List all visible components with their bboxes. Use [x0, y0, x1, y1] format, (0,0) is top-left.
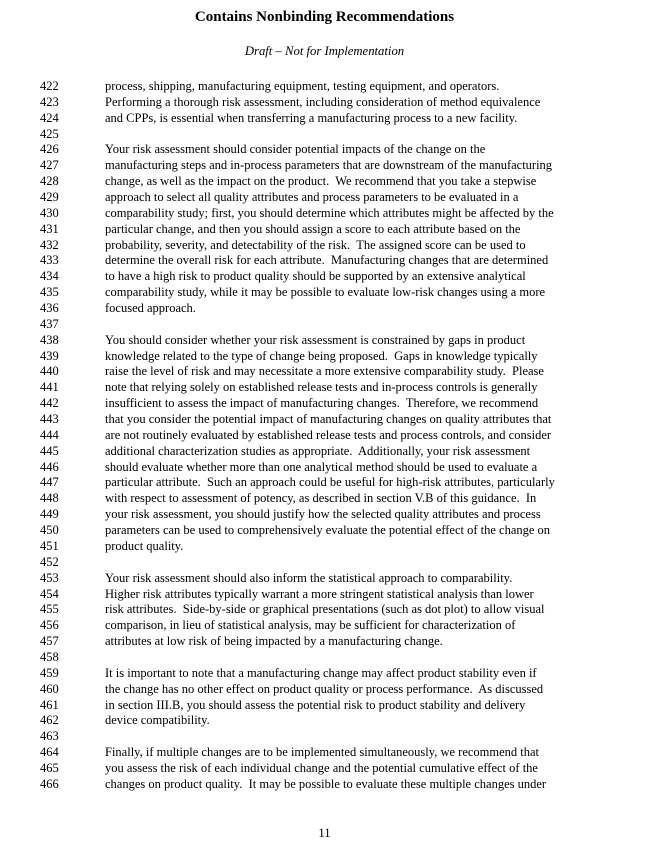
line-number: 461	[40, 697, 59, 712]
document-line	[0, 698, 649, 714]
line-text: It is important to note that a manufacturing change may affect product stability even if	[105, 665, 537, 680]
document-line	[0, 269, 649, 285]
line-number: 426	[40, 142, 59, 157]
document-line	[0, 571, 649, 587]
line-text: in section III.B, you should assess the potential risk to product stability and delivery	[105, 697, 526, 712]
line-text: process, shipping, manufacturing equipment, testing equipment, and operators.	[105, 79, 500, 93]
document-line	[0, 761, 649, 777]
page-header-title: Contains Nonbinding Recommendations	[194, 9, 455, 25]
document-line	[0, 475, 649, 491]
document-line	[0, 142, 649, 158]
document-line	[0, 190, 649, 206]
document-line	[0, 127, 649, 143]
document-line	[0, 555, 649, 571]
line-number: 438	[40, 332, 59, 347]
line-text: determine the overall risk for each attribute. Manufacturing changes that are determined	[105, 253, 549, 268]
document-line	[0, 428, 649, 444]
line-number: 443	[40, 412, 59, 427]
line-number: 455	[40, 602, 59, 617]
line-number: 431	[40, 221, 59, 236]
line-number: 434	[40, 269, 59, 284]
line-number: 453	[40, 570, 59, 585]
line-text: and CPPs, is essential when transferring a manufacturing process to a new facility.	[105, 110, 518, 125]
line-text: with respect to assessment of potency, as described in section V.B of this guidance. In	[105, 491, 537, 506]
line-number: 454	[40, 586, 59, 601]
document-line	[0, 222, 649, 238]
line-number: 440	[40, 364, 59, 379]
line-text: you assess the risk of each individual change and the potential cumulative effect of the	[105, 760, 538, 775]
document-line	[0, 301, 649, 317]
document-line	[0, 333, 649, 349]
document-line	[0, 206, 649, 222]
line-text: Your risk assessment should also inform the statistical approach to comparability.	[105, 570, 513, 585]
document-line	[0, 317, 649, 333]
document-line	[0, 602, 649, 618]
line-number: 450	[40, 523, 59, 538]
line-number: 437	[40, 316, 59, 331]
line-text: are not routinely evaluated by established release tests and process controls, and consider	[105, 427, 552, 442]
line-text: raise the level of risk and may necessitate a more extensive comparability study. Please	[105, 364, 544, 379]
line-number: 429	[40, 190, 59, 205]
line-number: 447	[40, 475, 59, 490]
line-text: that you consider the potential impact of manufacturing changes on quality attributes that	[105, 412, 552, 427]
line-text: your risk assessment, you should justify how the selected quality attributes and process	[105, 507, 541, 522]
document-line	[0, 380, 649, 396]
line-text: probability, severity, and detectability of the risk. The assigned score can be used to	[105, 237, 526, 252]
document-line	[0, 713, 649, 729]
document-line	[0, 729, 649, 745]
line-number: 436	[40, 301, 59, 316]
line-text: the change has no other effect on product quality or process performance. As discussed	[105, 681, 544, 696]
line-number: 457	[40, 634, 59, 649]
line-text: Performing a thorough risk assessment, including consideration of method equivalence	[105, 94, 541, 109]
line-text: should evaluate whether more than one analytical method should be used to evaluate a	[105, 459, 538, 474]
document-line	[0, 238, 649, 254]
line-number: 435	[40, 285, 59, 300]
line-number: 422	[40, 79, 59, 93]
document-line	[0, 95, 649, 111]
document-line	[0, 79, 649, 95]
line-number: 456	[40, 618, 59, 633]
document-line	[0, 158, 649, 174]
line-number: 451	[40, 538, 59, 553]
document-line	[0, 253, 649, 269]
line-text: insufficient to assess the impact of manufacturing changes. Therefore, we recommend	[105, 396, 539, 411]
document-line	[0, 682, 649, 698]
line-number: 444	[40, 427, 59, 442]
line-text: You should consider whether your risk assessment is constrained by gaps in product	[105, 332, 526, 347]
line-number: 462	[40, 713, 59, 728]
line-text: to have a high risk to product quality should be supported by an extensive analytical	[105, 269, 526, 284]
document-line	[0, 460, 649, 476]
line-number: 465	[40, 760, 59, 775]
line-number: 459	[40, 665, 59, 680]
document-line	[0, 587, 649, 603]
line-number: 449	[40, 507, 59, 522]
page-header-subtitle: Draft – Not for Implementation	[244, 44, 405, 58]
line-text: approach to select all quality attributes and process parameters to be evaluated in a	[105, 190, 519, 205]
document-line	[0, 745, 649, 761]
document-line	[0, 650, 649, 666]
page-number: 11	[318, 826, 331, 840]
document-line	[0, 285, 649, 301]
document-line	[0, 396, 649, 412]
line-number: 439	[40, 348, 59, 363]
line-number: 445	[40, 443, 59, 458]
line-text: manufacturing steps and in-process parameters that are downstream of the manufacturing	[105, 158, 553, 173]
line-number: 427	[40, 158, 59, 173]
document-line	[0, 111, 649, 127]
document-line	[0, 618, 649, 634]
line-number: 423	[40, 94, 59, 109]
line-text: Higher risk attributes typically warrant a more stringent statistical analysis than lower	[105, 586, 534, 601]
document-line	[0, 364, 649, 380]
document-line	[0, 777, 649, 793]
line-number: 458	[40, 649, 59, 664]
line-text: attributes at low risk of being impacted by a manufacturing change.	[105, 634, 443, 649]
document-line	[0, 349, 649, 365]
line-number: 425	[40, 126, 59, 141]
line-number: 466	[40, 776, 59, 791]
line-text: focused approach.	[105, 301, 196, 316]
line-text: comparison, in lieu of statistical analysis, may be sufficient for characterization of	[105, 618, 516, 633]
line-text: change, as well as the impact on the product. We recommend that you take a stepwise	[105, 174, 537, 189]
line-number: 432	[40, 237, 59, 252]
document-line	[0, 412, 649, 428]
line-number: 463	[40, 729, 59, 744]
document-line	[0, 523, 649, 539]
line-number: 448	[40, 491, 59, 506]
line-text: parameters can be used to comprehensively evaluate the potential effect of the change on	[105, 523, 551, 538]
line-text: comparability study, while it may be possible to evaluate low-risk changes using a more	[105, 285, 546, 300]
document-line	[0, 174, 649, 190]
line-text: changes on product quality. It may be possible to evaluate these multiple changes under	[105, 776, 547, 791]
line-number: 452	[40, 554, 59, 569]
line-text: Your risk assessment should consider potential impacts of the change on the	[105, 142, 486, 157]
document-line	[0, 634, 649, 650]
document-line	[0, 444, 649, 460]
line-text: knowledge related to the type of change being proposed. Gaps in knowledge typically	[105, 348, 538, 363]
document-line	[0, 539, 649, 555]
line-number: 433	[40, 253, 59, 268]
line-number: 430	[40, 205, 59, 220]
line-number: 460	[40, 681, 59, 696]
document-line	[0, 666, 649, 682]
line-number: 464	[40, 745, 59, 760]
line-number: 446	[40, 459, 59, 474]
line-text: risk attributes. Side-by-side or graphical presentations (such as dot plot) to allow visual	[105, 602, 545, 617]
line-text: device compatibility.	[105, 713, 210, 728]
line-text: particular attribute. Such an approach could be useful for high-risk attributes, particularly	[105, 475, 555, 490]
line-text: Finally, if multiple changes are to be implemented simultaneously, we recommend that	[105, 745, 540, 760]
line-number: 424	[40, 110, 59, 125]
line-text: comparability study; first, you should determine which attributes might be affected by the	[105, 205, 554, 220]
document-lines	[0, 79, 649, 793]
line-text: additional characterization studies as appropriate. Additionally, your risk assessment	[105, 443, 531, 458]
line-text: product quality.	[105, 538, 184, 553]
line-number: 441	[40, 380, 59, 395]
document-line	[0, 507, 649, 523]
document-line	[0, 491, 649, 507]
line-text: note that relying solely on established release tests and in-process controls is generally	[105, 380, 538, 395]
line-number: 442	[40, 396, 59, 411]
line-number: 428	[40, 174, 59, 189]
line-text: particular change, and then you should assign a score to each attribute based on the	[105, 221, 521, 236]
